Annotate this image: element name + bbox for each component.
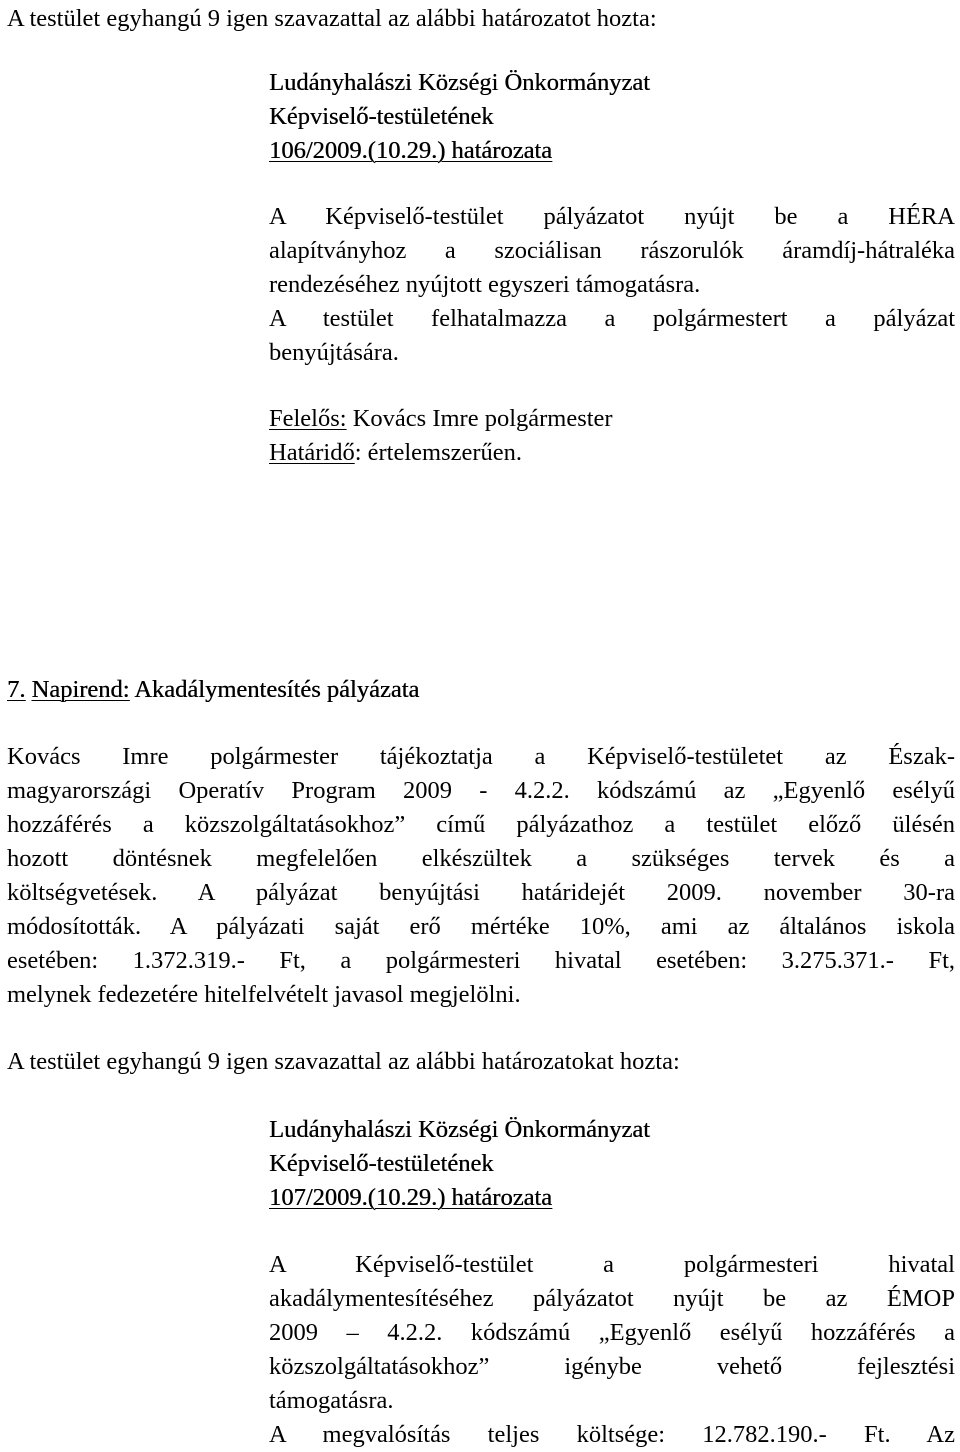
agenda-title: Akadálymentesítés pályázata (129, 676, 420, 703)
responsible-value: Kovács Imre polgármester (346, 405, 613, 432)
deadline-line (269, 436, 522, 470)
resolution-body-line: rendezéséhez nyújtott egyszeri támogatásra. (269, 271, 701, 298)
intro-text-2: A testület egyhangú 9 igen szavazattal az alábbi határozatokat hozta: (7, 1048, 680, 1075)
report-paragraph (7, 740, 955, 1012)
resolution-header-107 (269, 1113, 650, 1215)
resolution-body-line: A megvalósítás teljes költsége: 12.782.190.- Ft. Az (269, 1421, 955, 1448)
deadline-label: Határidő (269, 439, 355, 466)
resolution-number: 107/2009.(10.29.) határozata (269, 1184, 553, 1211)
resolution-body-line: 2009 – 4.2.2. kódszámú „Egyenlő esélyű hozzáférés a (269, 1319, 955, 1346)
agenda-number: 7. (7, 676, 26, 703)
resolution-body-line: A Képviselő-testület a polgármesteri hivatal (269, 1251, 955, 1278)
intro-text-1: A testület egyhangú 9 igen szavazattal az alábbi határozatot hozta: (7, 5, 657, 32)
resolution-body-line: alapítványhoz a szociálisan rászorulók áramdíj-hátraléka (269, 237, 955, 264)
resolution-body-line: benyújtására. (269, 339, 399, 366)
agenda-heading (7, 673, 419, 707)
report-line: hozott döntésnek megfelelően elkészültek a szükséges tervek és a (7, 845, 955, 872)
resolution-body-line: akadálymentesítéséhez pályázatot nyújt be az ÉMOP (269, 1285, 955, 1312)
responsible-label: Felelős: (269, 405, 347, 432)
report-line: Kovács Imre polgármester tájékoztatja a Képviselő-testületet az Észak- (7, 743, 955, 770)
report-line: magyarországi Operatív Program 2009 - 4.2.2. kódszámú az „Egyenlő esélyű (7, 777, 955, 804)
deadline-value: : értelemszerűen. (354, 439, 523, 466)
resolution-body-106 (269, 200, 955, 370)
resolution-header-106 (269, 66, 650, 168)
report-line: hozzáférés a közszolgáltatásokhoz” című pályázathoz a testület előző ülésén (7, 811, 955, 838)
resolution-body-name: Képviselő-testületének (269, 1150, 494, 1177)
agenda-label: Napirend: (31, 676, 130, 703)
report-line: költségvetések. A pályázat benyújtási határidejét 2009. november 30-ra (7, 879, 955, 906)
resolution-body-line: A Képviselő-testület pályázatot nyújt be a HÉRA (269, 203, 955, 230)
resolution-council-name: Ludányhalászi Községi Önkormányzat (269, 1116, 650, 1143)
resolution-number: 106/2009.(10.29.) határozata (269, 137, 553, 164)
resolution-council-name: Ludányhalászi Községi Önkormányzat (269, 69, 650, 96)
resolution-body-107 (269, 1248, 955, 1452)
report-line: módosították. A pályázati saját erő mértéke 10%, ami az általános iskola (7, 913, 955, 940)
responsible-line (269, 402, 613, 436)
resolution-body-line: támogatásra. (269, 1387, 394, 1414)
report-line: melynek fedezetére hitelfelvételt javasol megjelölni. (7, 981, 521, 1008)
resolution-body-name: Képviselő-testületének (269, 103, 494, 130)
report-line: esetében: 1.372.319.- Ft, a polgármesteri hivatal esetében: 3.275.371.- Ft, (7, 947, 955, 974)
resolution-body-line: közszolgáltatásokhoz” igénybe vehető fejlesztési (269, 1353, 955, 1380)
resolution-body-line: A testület felhatalmazza a polgármestert a pályázat (269, 305, 955, 332)
